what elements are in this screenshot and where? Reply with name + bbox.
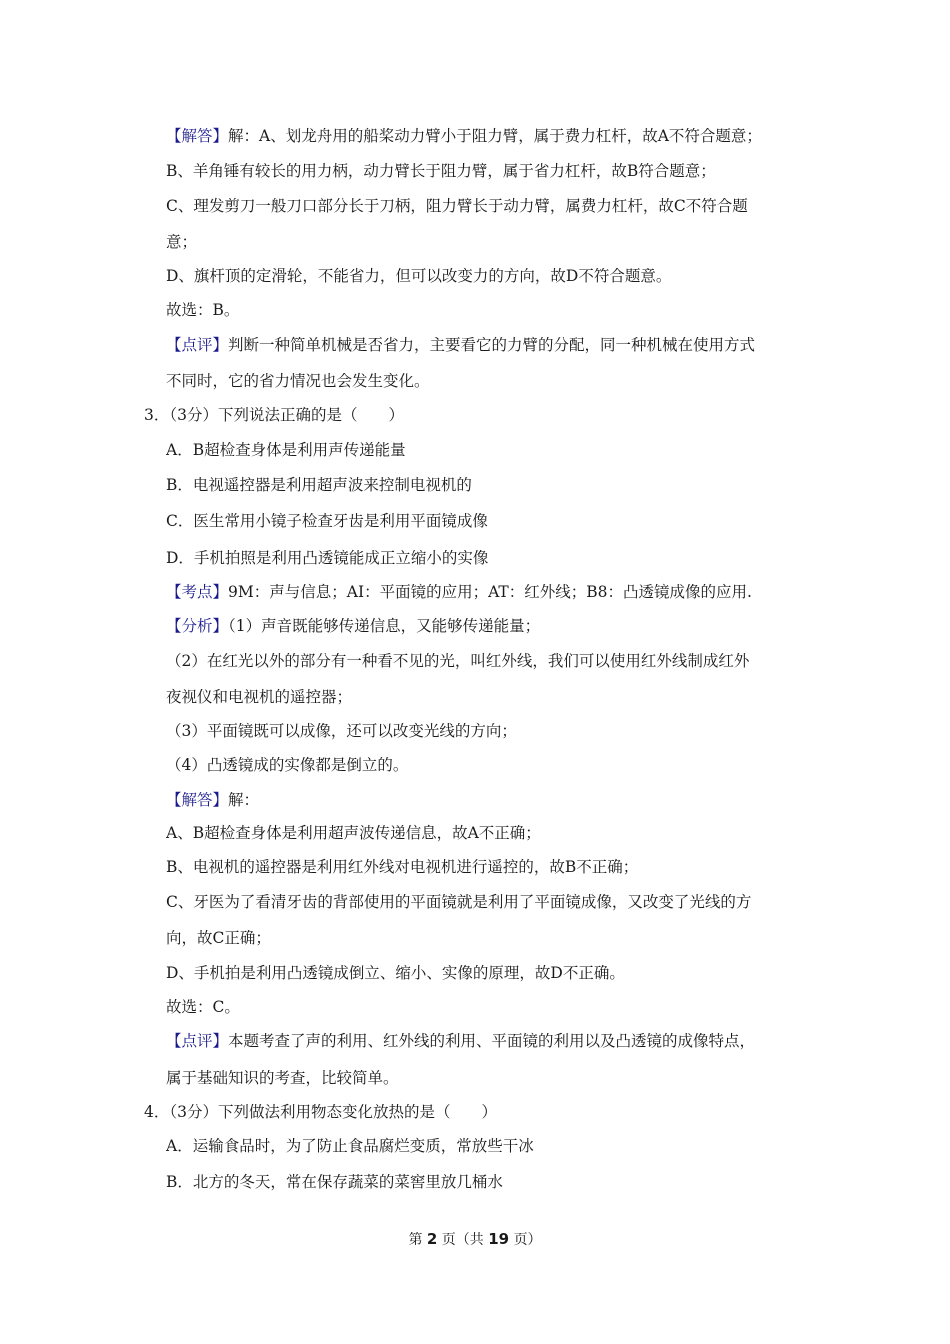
page-footer: 第 2 页（共 19 页） [408, 1230, 542, 1248]
comment-line: 【点评】本题考查了声的利用、红外线的利用、平面镜的利用以及凸透镜的成像特点， [166, 1032, 756, 1050]
analysis-line: （4）凸透镜成的实像都是倒立的。 [166, 756, 409, 774]
answer-line: D、手机拍是利用凸透镜成倒立、缩小、实像的原理，故D不正确。 [166, 964, 625, 982]
question-4-option-a: A．运输食品时，为了防止食品腐烂变质，常放些干冰 [166, 1137, 534, 1155]
comment-line: 属于基础知识的考查，比较简单。 [166, 1069, 399, 1087]
answer-line: C、牙医为了看清牙齿的背部使用的平面镜就是利用了平面镜成像，又改变了光线的方 [166, 893, 752, 911]
answer-line: D、旗杆顶的定滑轮，不能省力，但可以改变力的方向，故D不符合题意。 [166, 267, 672, 285]
page-total: 19 [488, 1230, 510, 1248]
analysis-line: （3）平面镜既可以成像，还可以改变光线的方向； [166, 722, 517, 740]
answer-choice-line: 故选：C。 [166, 998, 240, 1016]
answer-tag: 【解答】 [166, 127, 229, 145]
question-3-option-d: D．手机拍照是利用凸透镜能成正立缩小的实像 [166, 549, 489, 567]
question-3-stem: 3．（3分）下列说法正确的是（ ） [144, 406, 404, 424]
comment-line: 【点评】判断一种简单机械是否省力，主要看它的力臂的分配，同一种机械在使用方式 [166, 336, 756, 354]
answer-line: B、羊角锤有较长的用力柄，动力臂长于阻力臂，属于省力杠杆，故B符合题意； [166, 162, 716, 180]
answer-line: 【解答】解：A、划龙舟用的船桨动力臂小于阻力臂，属于费力杠杆，故A不符合题意； [166, 127, 762, 145]
knowledge-tag: 【考点】 [166, 583, 229, 601]
question-4-option-b: B．北方的冬天，常在保存蔬菜的菜窖里放几桶水 [166, 1173, 503, 1191]
answer-line: B、电视机的遥控器是利用红外线对电视机进行遥控的，故B不正确； [166, 858, 639, 876]
answer-line: 向，故C正确； [166, 929, 271, 947]
answer-line: A、B超检查身体是利用超声波传递信息，故A不正确； [166, 824, 541, 842]
comment-line: 不同时，它的省力情况也会发生变化。 [166, 372, 430, 390]
answer-line: 【解答】解： [166, 791, 260, 809]
comment-tag: 【点评】 [166, 1032, 229, 1050]
analysis-line: （2）在红光以外的部分有一种看不见的光，叫红外线，我们可以使用红外线制成红外 [166, 652, 750, 670]
question-3-option-c: C．医生常用小镜子检查牙齿是利用平面镜成像 [166, 512, 488, 530]
knowledge-point-line: 【考点】9M：声与信息；AI：平面镜的应用；AT：红外线；B8：凸透镜成像的应用. [166, 583, 752, 601]
analysis-line: 【分析】（1）声音既能够传递信息，又能够传递能量； [166, 617, 541, 635]
question-3-option-b: B．电视遥控器是利用超声波来控制电视机的 [166, 476, 472, 494]
question-3-option-a: A．B超检查身体是利用声传递能量 [166, 441, 406, 459]
answer-choice-line: 故选：B。 [166, 301, 240, 319]
answer-tag: 【解答】 [166, 791, 229, 809]
answer-line: 意； [166, 233, 198, 251]
analysis-tag: 【分析】 [166, 617, 229, 635]
analysis-line: 夜视仪和电视机的遥控器； [166, 688, 353, 706]
comment-tag: 【点评】 [166, 336, 229, 354]
question-4-stem: 4．（3分）下列做法利用物态变化放热的是（ ） [144, 1103, 497, 1121]
page-number: 2 [426, 1230, 438, 1248]
answer-line: C、理发剪刀一般刀口部分长于刀柄，阻力臂长于动力臂，属费力杠杆，故C不符合题 [166, 197, 748, 215]
